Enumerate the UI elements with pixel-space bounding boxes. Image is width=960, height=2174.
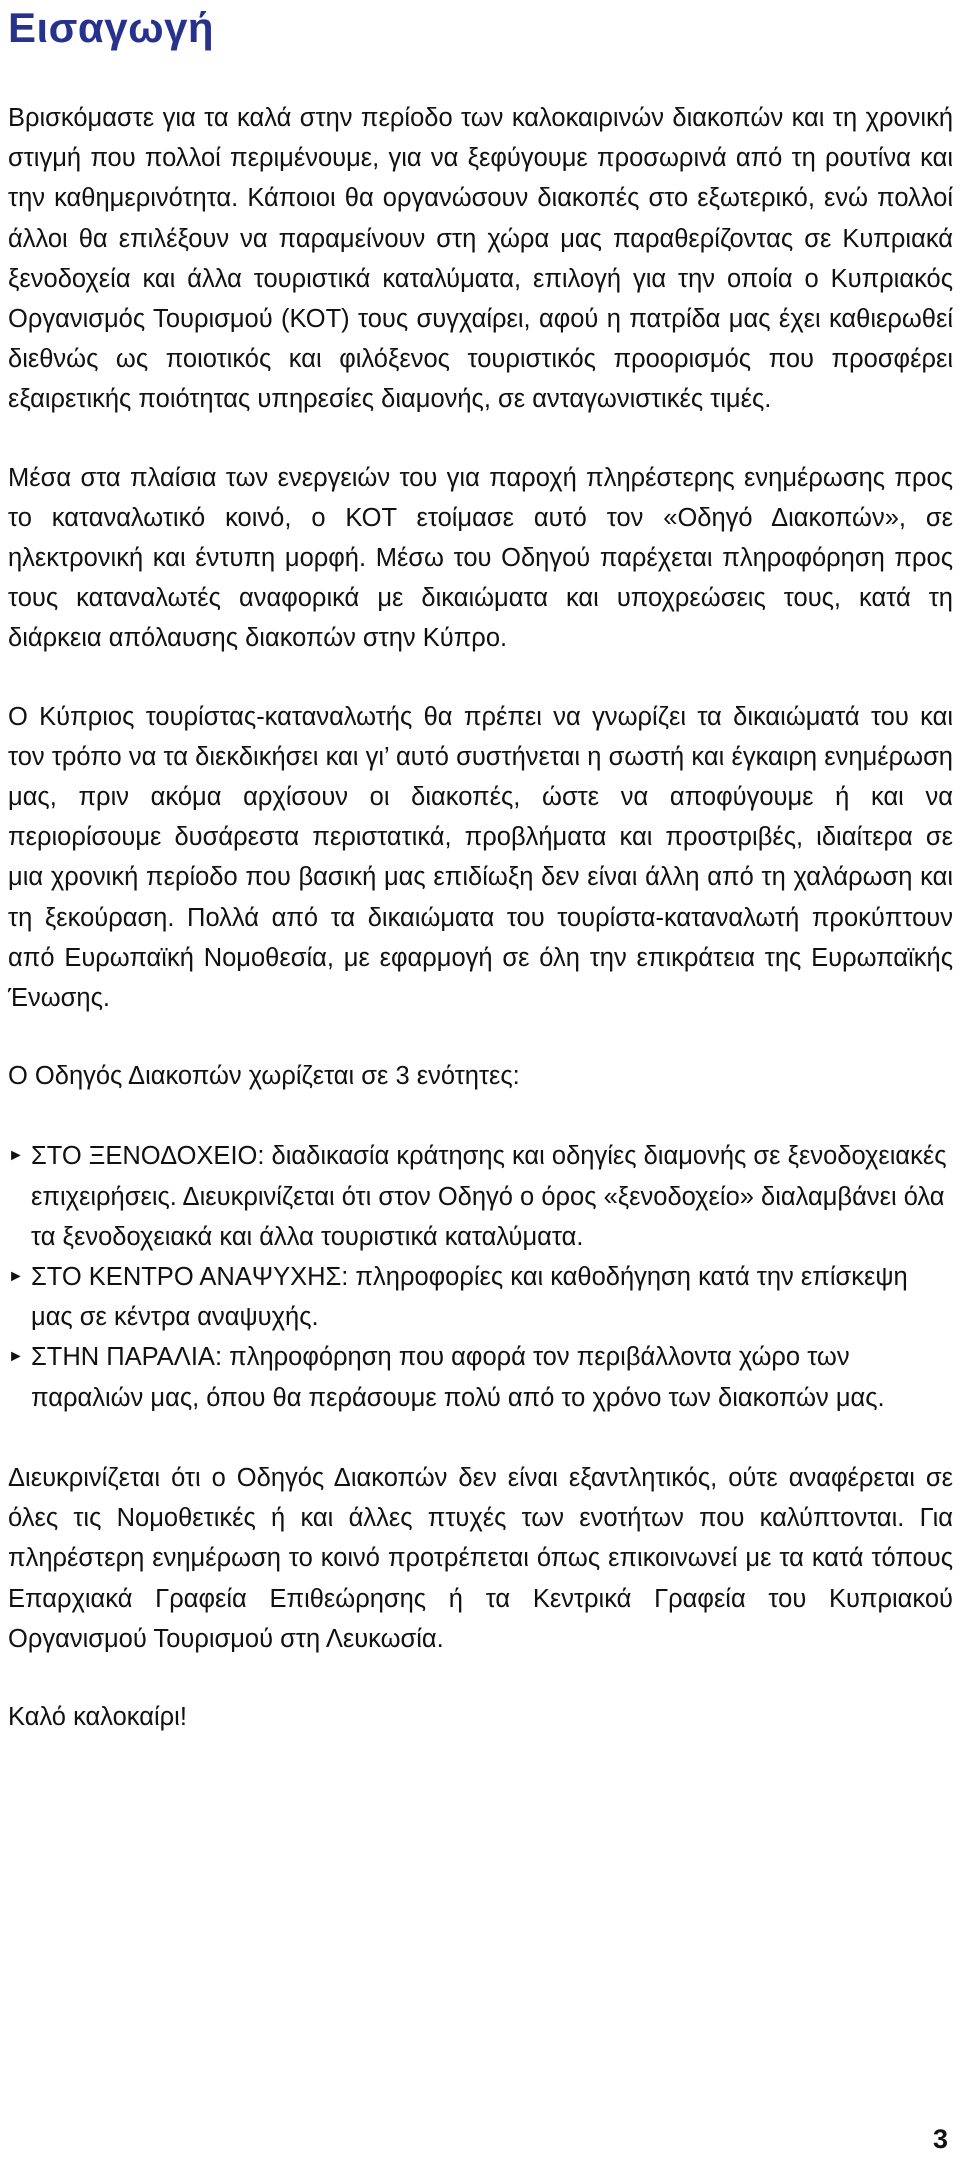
sections-intro-paragraph: Ο Οδηγός Διακοπών χωρίζεται σε 3 ενότητες: <box>8 1062 520 1091</box>
bullet-arrow-icon: ► <box>8 1147 24 1165</box>
section-label: ΣΤΗΝ ΠΑΡΑΛΙΑ <box>31 1343 215 1372</box>
page-number: 3 <box>932 2124 948 2154</box>
section-label: ΣΤΟ ΚΕΝΤΡΟ ΑΝΑΨΥΧΗΣ <box>31 1263 342 1292</box>
clarification-paragraph: Διευκρινίζεται ότι ο Οδηγός Διακοπών δεν είναι εξαντλητικός, ούτε αναφέρεται σε όλες τις Νομοθετικές ή και άλλες πτυχές των ενοτήτων που καλύπτονται. Για πληρέστερη ενημέρωση το κοινό προτρέπεται όπως επικοινωνεί με τα κατά τόπους Επαρχιακά Γραφεία Επιθεώρησης ή τα Κεντρικά Γραφεία του Κυπριακού Οργανισμού Τουρισμού στη Λευκωσία. <box>8 1463 953 1653</box>
bullet-arrow-icon: ► <box>8 1348 24 1366</box>
list-item-recreation-centre <box>8 1257 953 1337</box>
section-description: : πληροφορίες και καθοδήγηση κατά την επίσκεψη μας σε κέντρα αναψυχής. <box>31 1263 908 1332</box>
closing-greeting: Καλό καλοκαίρι! <box>8 1702 187 1731</box>
section-label: ΣΤΟ ΞΕΝΟΔΟΧΕΙΟ <box>31 1142 258 1171</box>
guide-purpose-paragraph: Μέσα στα πλαίσια των ενεργειών του για παροχή πληρέστερης ενημέρωσης προς το καταναλωτικό κοινό, ο ΚΟΤ ετοίμασε αυτό τον «Οδηγό Διακοπών», σε ηλεκτρονική και έντυπη μορφή. Μέσω του Οδηγού παρέχεται πληροφόρηση προς τους καταναλωτές αναφορικά με δικαιώματα και υποχρεώσεις τους, κατά τη διάρκεια απόλαυσης διακοπών στην Κύπρο. <box>8 463 953 653</box>
list-item-beach <box>8 1337 953 1417</box>
section-description: : πληροφόρηση που αφορά τον περιβάλλοντα χώρο των παραλιών μας, όπου θα περάσουμε πολύ από το χρόνο των διακοπών μας. <box>31 1343 885 1412</box>
consumer-rights-paragraph: Ο Κύπριος τουρίστας-καταναλωτής θα πρέπει να γνωρίζει τα δικαιώματά του και τον τρόπο να τα διεκδικήσει και γι’ αυτό συστήνεται η σωστή και έγκαιρη ενημέρωση μας, πριν ακόμα αρχίσουν οι διακοπές, ώστε να αποφύγουμε ή και να περιορίσουμε δυσάρεστα περιστατικά, προβλήματα και προστριβές, ιδιαίτερα σε μια χρονική περίοδο που βασική μας επιδίωξη δεν είναι άλλη από τη χαλάρωση και τη ξεκούραση. Πολλά από τα δικαιώματα του τουρίστα-καταναλωτή προκύπτουν από Ευρωπαϊκή Νομοθεσία, με εφαρμογή σε όλη την επικράτεια της Ευρωπαϊκής Ένωσης. <box>8 702 953 1013</box>
intro-paragraph: Βρισκόμαστε για τα καλά στην περίοδο των καλοκαιρινών διακοπών και τη χρονική στιγμή που πολλοί περιμένουμε, για να ξεφύγουμε προσωρινά από τη ρουτίνα και την καθημερινότητα. Κάποιοι θα οργανώσουν διακοπές στο εξωτερικό, ενώ πολλοί άλλοι θα επιλέξουν να παραμείνουν στη χώρα μας παραθερίζοντας σε Κυπριακά ξενοδοχεία και άλλα τουριστικά καταλύματα, επιλογή για την οποία ο Κυπριακός Οργανισμός Τουρισμού (ΚΟΤ) τους συγχαίρει, αφού η πατρίδα μας έχει καθιερωθεί διεθνώς ως ποιοτικός και φιλόξενος τουριστικός προορισμός που προσφέρει εξαιρετικής ποιότητας υπηρεσίες διαμονής, σε ανταγωνιστικές τιμές. <box>8 104 953 414</box>
section-description: : διαδικασία κράτησης και οδηγίες διαμονής σε ξενοδοχειακές επιχειρήσεις. Διευκρινίζεται ότι στον Οδηγό ο όρος «ξενοδοχείο» διαλαμβάνει όλα τα ξενοδοχειακά και άλλα τουριστικά καταλύματα. <box>31 1142 947 1251</box>
bullet-arrow-icon: ► <box>8 1268 24 1286</box>
page-title: Εισαγωγή <box>8 4 215 51</box>
sections-list <box>8 1136 953 1417</box>
list-item-hotel <box>8 1136 953 1257</box>
document-page <box>8 0 953 1737</box>
